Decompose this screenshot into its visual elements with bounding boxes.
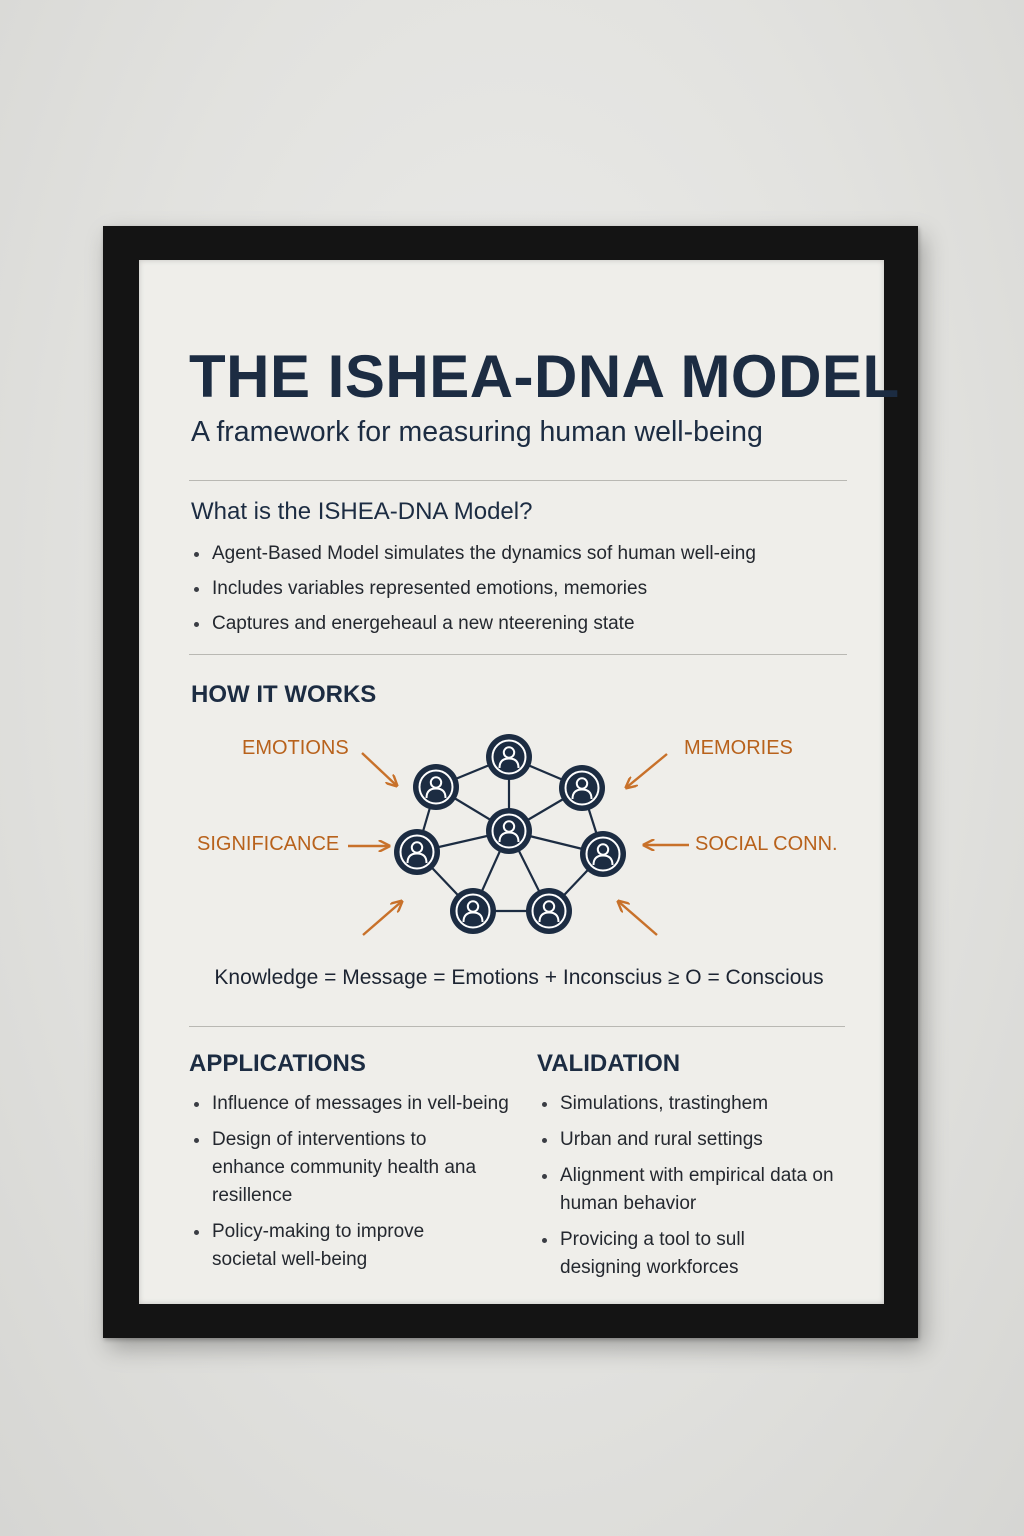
arrow-icon [619, 902, 657, 935]
label-memories: MEMORIES [684, 737, 793, 759]
list-item: Influence of messages in vell-being [191, 1090, 531, 1118]
list-item: Policy-making to improve societal well-being [191, 1218, 472, 1274]
person-icon [486, 734, 532, 780]
label-emotions: EMOTIONS [242, 737, 349, 759]
validation-list [539, 1090, 839, 1290]
equation: Knowledge = Message = Emotions + Inconscius ≥ O = Conscious [214, 966, 824, 989]
person-icon [486, 808, 532, 854]
list-item: Simulations, trastinghem [539, 1090, 839, 1118]
person-icon [559, 765, 605, 811]
list-item: Includes variables represented emotions, memories [191, 575, 756, 603]
how-it-works-heading: HOW IT WORKS [191, 681, 377, 708]
label-significance: SIGNIFICANCE [197, 833, 340, 855]
poster [139, 260, 900, 1304]
list-item: Design of interventions to enhance community health ana resillence [191, 1126, 502, 1210]
person-icon [394, 829, 440, 875]
validation-heading: VALIDATION [537, 1050, 681, 1077]
arrow-icon [627, 754, 667, 787]
picture-frame [103, 226, 918, 1338]
list-item: Provicing a tool to sull designing workforces [539, 1226, 790, 1282]
list-item: Urban and rural settings [539, 1126, 839, 1154]
divider [189, 1026, 845, 1027]
person-icon [580, 831, 626, 877]
label-social-conn: SOCIAL CONN. [695, 833, 838, 855]
list-item: Agent-Based Model simulates the dynamics sof human well-eing [191, 540, 756, 568]
list-item: Alignment with empirical data on human behavior [539, 1162, 835, 1218]
applications-list [191, 1090, 531, 1282]
person-icon [413, 764, 459, 810]
poster-title: THE ISHEA-DNA MODEL [189, 343, 900, 410]
arrow-icon [362, 753, 396, 785]
person-icon [450, 888, 496, 934]
arrow-icon [363, 902, 401, 935]
network-diagram [139, 260, 900, 980]
applications-heading: APPLICATIONS [189, 1050, 366, 1077]
person-icon [526, 888, 572, 934]
poster-subtitle: A framework for measuring human well-being [191, 416, 763, 448]
list-item: Captures and energeheaul a new nteerening state [191, 610, 756, 638]
intro-heading: What is the ISHEA-DNA Model? [191, 498, 533, 525]
